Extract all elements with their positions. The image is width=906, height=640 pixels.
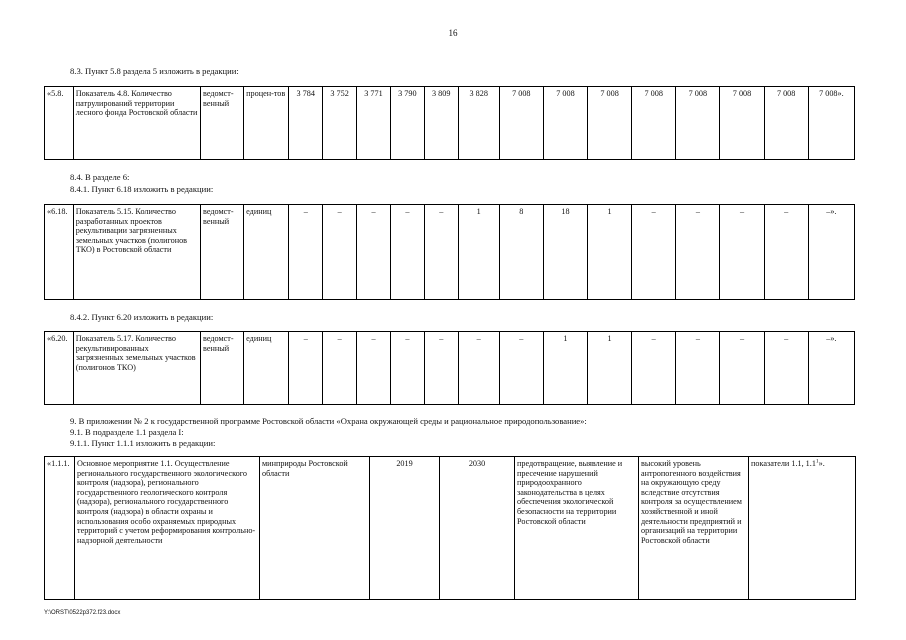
- indicator-type: ведомст-венный: [201, 332, 244, 405]
- value-cell: –: [390, 332, 424, 405]
- table-row: [45, 87, 855, 160]
- indicator-type: ведомст-венный: [201, 205, 244, 300]
- value-cell: –: [289, 205, 323, 300]
- value-cell: 1: [588, 205, 632, 300]
- value-cell: 7 008: [720, 87, 764, 160]
- value-cell: –: [720, 332, 764, 405]
- value-cell: 18: [543, 205, 587, 300]
- value-cell: –: [323, 205, 357, 300]
- item-number: «6.18.: [45, 205, 74, 300]
- value-cell: 3 752: [323, 87, 357, 160]
- indicator-unit: процен-тов: [244, 87, 289, 160]
- indicators-end: ».: [818, 459, 825, 468]
- value-cell: –: [323, 332, 357, 405]
- value-cell: 7 008: [588, 87, 632, 160]
- value-cell: –: [676, 332, 720, 405]
- paragraph-9: 9. В приложении № 2 к государственной программе Ростовской области «Охрана окружающей среды и рациональное природопользование»:: [70, 416, 587, 426]
- table-item-1-1-1: [44, 456, 856, 600]
- executor: минприроды Ростовской области: [260, 457, 370, 600]
- indicator-unit: единиц: [244, 332, 289, 405]
- paragraph-8-4-2: 8.4.2. Пункт 6.20 изложить в редакции:: [70, 312, 214, 322]
- table-item-5-8: [44, 86, 855, 160]
- indicator-unit: единиц: [244, 205, 289, 300]
- indicators-text: показатели 1.1, 1.1: [751, 459, 816, 468]
- page-number: 16: [448, 28, 458, 38]
- value-cell: –: [357, 205, 391, 300]
- value-cell: –: [720, 205, 764, 300]
- value-cell: 1: [458, 205, 499, 300]
- indicator-type: ведомст-венный: [201, 87, 244, 160]
- value-cell: –: [632, 205, 676, 300]
- value-cell: 3 828: [458, 87, 499, 160]
- value-cell: 3 784: [289, 87, 323, 160]
- value-cell: 3 809: [424, 87, 458, 160]
- expected-result: предотвращение, выявление и пресечение нарушений природоохранного законодательства в целях обеспечения экологической безопасности на территории Ростовской области: [515, 457, 639, 600]
- value-cell: –: [424, 205, 458, 300]
- table-row: [45, 205, 855, 300]
- value-cell: –: [390, 205, 424, 300]
- item-number: «6.20.: [45, 332, 74, 405]
- paragraph-8-3: 8.3. Пункт 5.8 раздела 5 изложить в редакции:: [70, 66, 239, 76]
- value-cell: –: [499, 332, 543, 405]
- paragraph-9-1-1: 9.1.1. Пункт 1.1.1 изложить в редакции:: [70, 438, 216, 448]
- end-year: 2030: [440, 457, 515, 600]
- value-cell: 1: [588, 332, 632, 405]
- paragraph-8-4: 8.4. В разделе 6:: [70, 172, 130, 182]
- value-cell: 7 008: [499, 87, 543, 160]
- value-cell: 8: [499, 205, 543, 300]
- value-cell: –: [357, 332, 391, 405]
- value-cell: –: [458, 332, 499, 405]
- start-year: 2019: [370, 457, 440, 600]
- value-cell: 7 008: [676, 87, 720, 160]
- value-cell: 7 008: [632, 87, 676, 160]
- table-item-6-18: [44, 204, 855, 300]
- item-number: «1.1.1.: [45, 457, 75, 600]
- paragraph-9-1: 9.1. В подразделе 1.1 раздела I:: [70, 427, 184, 437]
- item-number: «5.8.: [45, 87, 74, 160]
- indicator-name: Показатель 4.8. Количество патрулирований территории лесного фонда Ростовской области: [73, 87, 200, 160]
- value-cell: –: [289, 332, 323, 405]
- value-cell: –: [424, 332, 458, 405]
- activity-name: Основное мероприятие 1.1. Осуществление регионального государственного экологического контроля (надзора), регионального государственного геологического контроля (надзора), регионального государственного контроля (надзора) в области охраны и использования особо охраняемых природных территорий с учетом реформирования контрольно-надзорной деятельности: [75, 457, 260, 600]
- paragraph-8-4-1: 8.4.1. Пункт 6.18 изложить в редакции:: [70, 184, 214, 194]
- value-cell: –».: [808, 205, 854, 300]
- table-row: [45, 457, 856, 600]
- value-cell: –: [676, 205, 720, 300]
- value-cell: 7 008».: [808, 87, 854, 160]
- value-cell: 1: [543, 332, 587, 405]
- value-cell: 3 771: [357, 87, 391, 160]
- table-row: [45, 332, 855, 405]
- indicator-name: Показатель 5.17. Количество рекультивированных загрязненных земельных участков (полигонов ТКО): [73, 332, 200, 405]
- indicators-superscript: 1: [815, 458, 819, 465]
- value-cell: –: [632, 332, 676, 405]
- value-cell: –».: [808, 332, 854, 405]
- value-cell: 7 008: [764, 87, 808, 160]
- value-cell: –: [764, 205, 808, 300]
- indicator-name: Показатель 5.15. Количество разработанных проектов рекультивации загрязненных земельных участков (полигонов ТКО) в Ростовской области: [73, 205, 200, 300]
- related-indicators: [749, 457, 856, 600]
- value-cell: 7 008: [543, 87, 587, 160]
- footer-file-path: Y:\ORST\0522p372.f23.docx: [44, 610, 121, 616]
- value-cell: –: [764, 332, 808, 405]
- table-item-6-20: [44, 331, 855, 405]
- value-cell: 3 790: [390, 87, 424, 160]
- non-implementation-consequence: высокий уровень антропогенного воздействия на окружающую среду вследствие отсутствия контроля за осуществлением хозяйственной и иной деятельности предприятий и организаций на территории Ростовской области: [639, 457, 749, 600]
